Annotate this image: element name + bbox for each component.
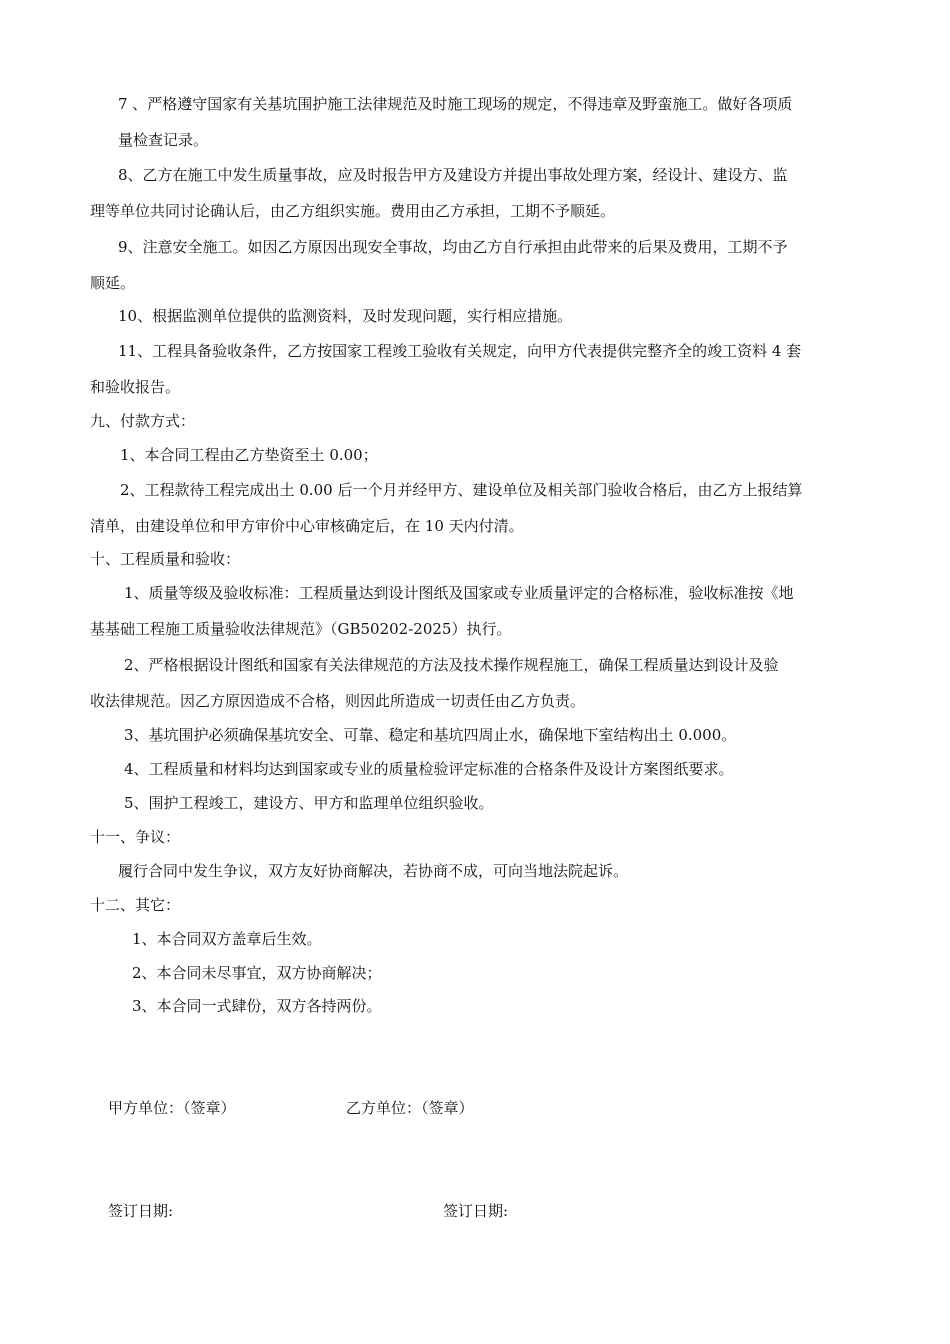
clause-8-line-1: 8、乙方在施工中发生质量事故，应及时报告甲方及建设方并提出事故处理方案，经设计、建设方、监 [118, 166, 788, 184]
clause-10: 10、根据监测单位提供的监测资料，及时发现问题，实行相应措施。 [118, 307, 573, 325]
section-12-heading: 十二、其它： [90, 896, 181, 914]
section-12-item-2: 2、本合同未尽事宜，双方协商解决； [132, 964, 382, 982]
section-10-item-4: 4、工程质量和材料均达到国家或专业的质量检验评定标准的合格条件及设计方案图纸要求。 [124, 760, 734, 778]
clause-9-line-2: 顺延。 [90, 274, 136, 292]
section-10-item-1-line-2: 基基础工程施工质量验收法律规范》（GB50202-2025）执行。 [90, 620, 512, 638]
clause-9-line-1: 9、注意安全施工。如因乙方原因出现安全事故，均由乙方自行承担由此带来的后果及费用，工期不予 [118, 238, 788, 256]
clause-8-line-2: 理等单位共同讨论确认后，由乙方组织实施。费用由乙方承担，工期不予顺延。 [90, 202, 616, 220]
section-10-item-2-line-2: 收法律规范。因乙方原因造成不合格，则因此所造成一切责任由乙方负责。 [90, 692, 586, 710]
section-11-text: 履行合同中发生争议，双方友好协商解决，若协商不成，可向当地法院起诉。 [118, 862, 629, 880]
section-10-item-2-line-1: 2、严格根据设计图纸和国家有关法律规范的方法及技术操作规程施工，确保工程质量达到设计及验 [124, 656, 779, 674]
party-a-signature: 甲方单位：（签章） [108, 1099, 236, 1117]
clause-7-line-1: 7 、严格遵守国家有关基坑围护施工法律规范及时施工现场的规定，不得违章及野蛮施工。做好各项质 [118, 95, 793, 113]
section-10-item-1-line-1: 1、质量等级及验收标准：工程质量达到设计图纸及国家或专业质量评定的合格标准，验收标准按《地 [124, 584, 794, 602]
clause-11-line-1: 11、工程具备验收条件，乙方按国家工程竣工验收有关规定，向甲方代表提供完整齐全的竣工资料 4 套 [118, 342, 802, 360]
section-10-item-5: 5、围护工程竣工，建设方、甲方和监理单位组织验收。 [124, 794, 494, 812]
section-11-heading: 十一、争议： [90, 828, 181, 846]
section-10-item-3: 3、基坑围护必须确保基坑安全、可靠、稳定和基坑四周止水，确保地下室结构出土 0.000。 [124, 726, 737, 744]
section-9-item-1: 1、本合同工程由乙方垫资至土 0.00； [120, 446, 378, 464]
party-a-sign-date: 签订日期: [108, 1202, 174, 1220]
section-10-heading: 十、工程质量和验收： [90, 550, 241, 568]
section-9-item-2-line-2: 清单，由建设单位和甲方审价中心审核确定后，在 10 天内付清。 [90, 517, 524, 535]
section-12-item-3: 3、本合同一式肆份，双方各持两份。 [132, 997, 382, 1015]
party-b-sign-date: 签订日期: [443, 1202, 509, 1220]
party-b-signature: 乙方单位：（签章） [346, 1099, 474, 1117]
clause-11-line-2: 和验收报告。 [90, 378, 181, 396]
clause-7-line-2: 量检查记录。 [118, 131, 209, 149]
section-12-item-1: 1、本合同双方盖章后生效。 [132, 930, 322, 948]
section-9-heading: 九、付款方式： [90, 412, 196, 430]
section-9-item-2-line-1: 2、工程款待工程完成出土 0.00 后一个月并经甲方、建设单位及相关部门验收合格后，由乙方上报结算 [120, 481, 803, 499]
